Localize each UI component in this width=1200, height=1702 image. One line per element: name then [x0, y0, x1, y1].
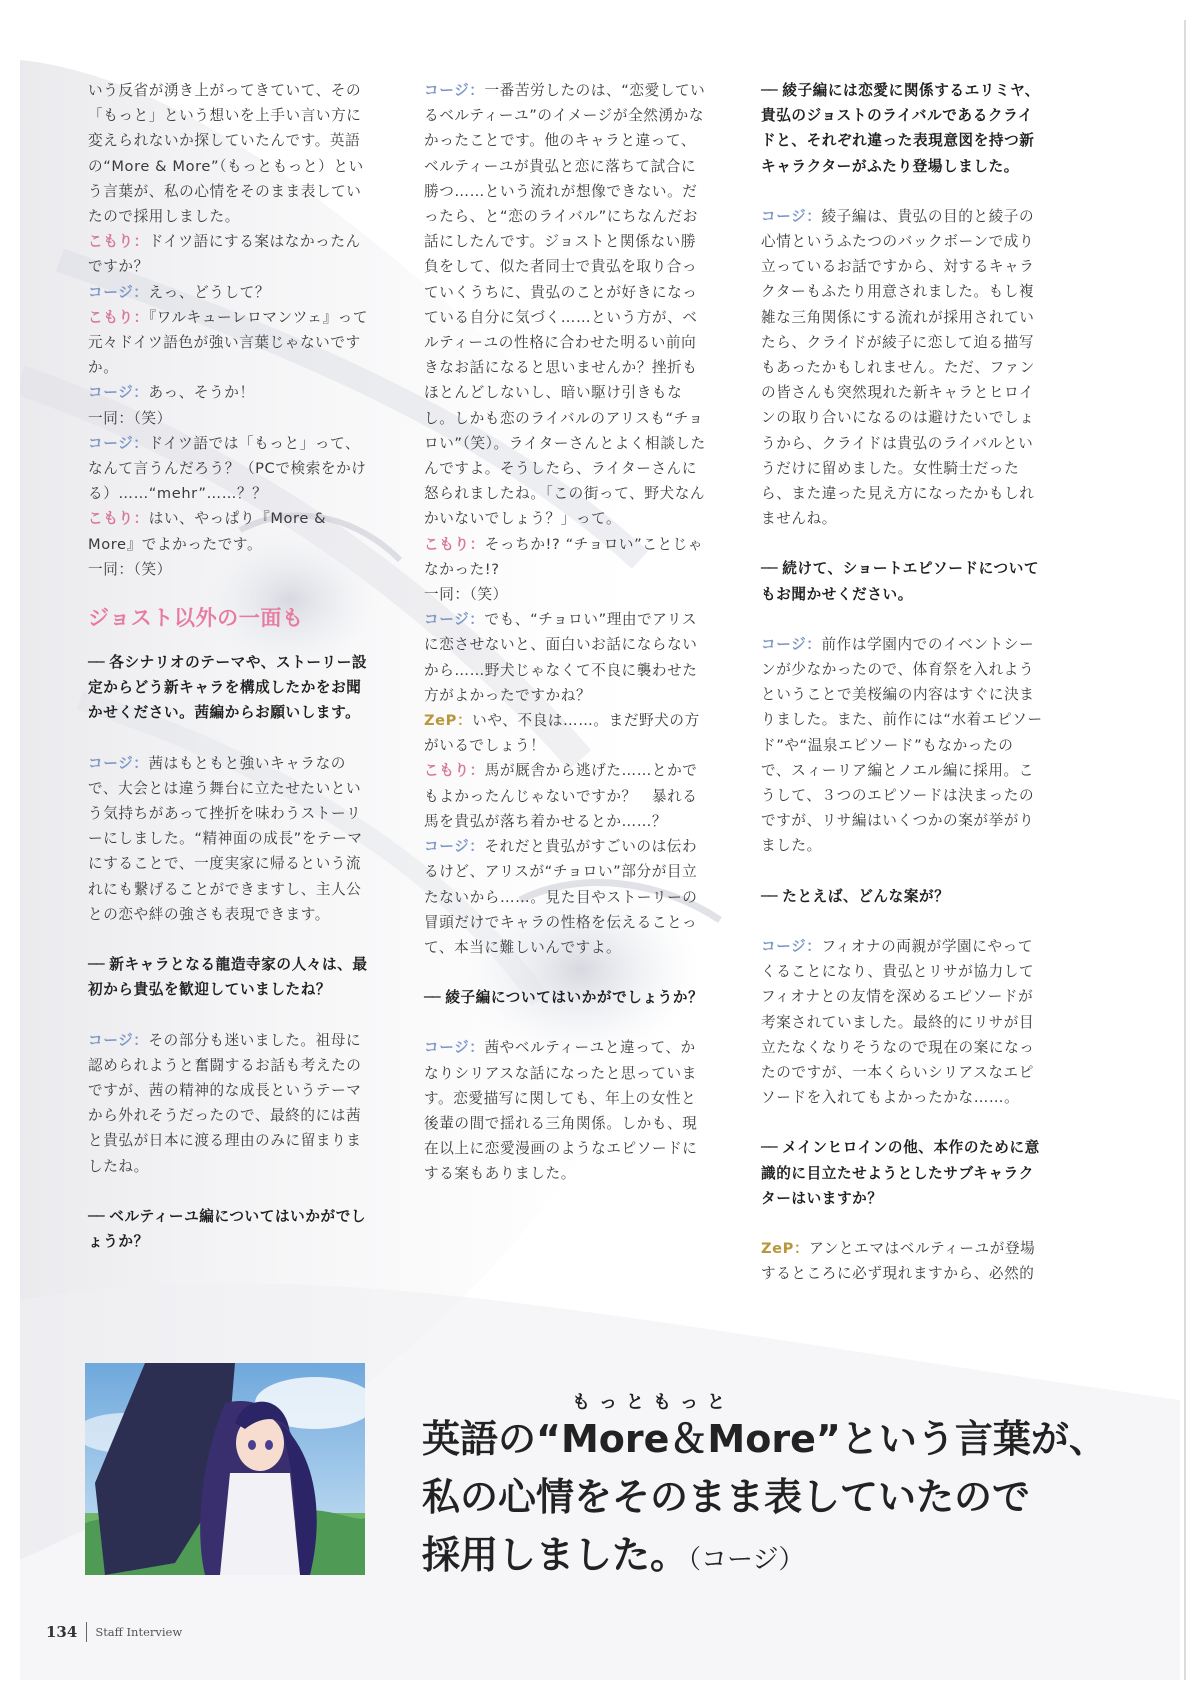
- answer: [761, 632, 1043, 859]
- dialogue-line: [88, 305, 370, 381]
- question: [761, 556, 1043, 606]
- dialogue-line: [424, 532, 706, 582]
- speaker-label: こもり：: [424, 762, 485, 780]
- dialogue-text: あっ、そうか！: [148, 384, 255, 402]
- answer-text: フィオナの両親が学園にやってくることになり、貴弘とリサが協力してフィオナとの友情を深めるエピソードが考案されていました。最終的にリサが目立たなくなりそうなので現在の案になったのですが、一本くらいシリアスなエピソードを入れてもよかったかな……。: [761, 937, 1035, 1107]
- illustration-thumbnail: [85, 1363, 365, 1575]
- speaker-label: こもり：: [88, 233, 149, 251]
- speaker-label: コージ：: [761, 937, 822, 955]
- speaker-label: 一同：: [88, 409, 134, 427]
- question: [761, 1135, 1043, 1211]
- pull-quote-text: 英語の: [422, 1417, 537, 1461]
- dialogue-text: 一番苦労したのは、“恋愛しているベルティーユ”のイメージが全然湧かなかったことです。他のキャラと違って、ベルティーユが貴弘と恋に落ちて試合に勝つ……という流れが想像できない。だったら、と“恋のライバル”にちなんだお話にしたんです。ジョストと関係ない勝負をして、似た者同士で貴弘を取り合っていくうちに、貴弘のことが好きになっている自分に気づく……という方が、ベルティーユの性格に合わせた明るい前向きなお話になると思いませんか？挫折もほとんどしないし、暗い駆け引きもなし。しかも恋のライバルのアリスも“チョロい”（笑）。ライターさんとよく相談したんですよ。そうしたら、ライターさんに怒られましたね。「この街って、野犬なんかいないでしょう？」って。: [424, 82, 706, 528]
- speaker-label: コージ：: [88, 1031, 149, 1049]
- pull-quote-line-1: [422, 1410, 1107, 1468]
- page-footer: [46, 1622, 182, 1642]
- pull-quote-text: 採用しました。: [422, 1533, 689, 1577]
- dialogue-text: 馬が厩舎から逃げた……とかでもよかったんじゃないですか？ 暴れる馬を貴弘が落ち着かせるとか……？: [424, 762, 698, 830]
- speaker-label: こもり：: [88, 308, 149, 326]
- intro-paragraph: いう反省が湧き上がってきていて、その「もっと」という想いを上手い言い方に変えられないか探していたんです。英語の“More & More”（もっともっと）という言葉が、私の心情をそのまま表していたので採用しました。: [88, 82, 364, 226]
- answer: [761, 1236, 1043, 1286]
- column-2: [424, 78, 706, 1187]
- answer: [88, 1028, 370, 1179]
- dialogue-line: [88, 380, 370, 405]
- dialogue-text: はい、やっぱり『More & More』でよかったです。: [88, 510, 327, 553]
- question-text: 新キャラとなる龍造寺家の人々は、最初から貴弘を歓迎していましたね？: [88, 956, 368, 999]
- pull-quote-attribution: （コージ）: [688, 1545, 805, 1575]
- answer: [761, 934, 1043, 1110]
- question: [88, 1204, 370, 1254]
- speaker-label: コージ：: [424, 82, 485, 99]
- dialogue-line: [88, 406, 370, 431]
- question: [88, 952, 370, 1002]
- speaker-label: こもり：: [88, 510, 149, 528]
- dialogue-line: [88, 506, 370, 556]
- speaker-label: コージ：: [761, 207, 822, 225]
- dialogue-text: いや、不良は……。まだ野犬の方がいるでしょう！: [424, 712, 700, 755]
- question-text: 綾子編には恋愛に関係するエリミヤ、貴弘のジョストのライバルであるクライドと、それぞれ違った表現意図を持つ新キャラクターがふたり登場しました。: [761, 82, 1040, 175]
- question-text: ベルティーユ編についてはいかがでしょうか？: [88, 1207, 367, 1250]
- question: [761, 78, 1043, 179]
- dialogue-line: [424, 834, 706, 960]
- dialogue-line: [424, 758, 706, 834]
- speaker-label: ZeP：: [761, 1239, 810, 1257]
- dialogue-line: [88, 229, 370, 279]
- answer-text: その部分も迷いました。祖母に認められようと奮闘するお話も考えたのですが、茜の精神的な成長というテーマから外れそうだったので、最終的には茜と貴弘が日本に渡る理由のみに留まりましたね。: [88, 1031, 362, 1175]
- dialogue-line: [88, 557, 370, 582]
- footer-divider: [86, 1622, 87, 1642]
- illustration-art: [85, 1363, 365, 1575]
- question-dash: ──: [88, 956, 104, 974]
- dialogue-text: ドイツ語にする案はなかったんですか？: [88, 233, 361, 276]
- speaker-label: コージ：: [88, 434, 149, 452]
- speaker-label: 一同：: [88, 560, 134, 578]
- answer-text: アンとエマはベルティーユが登場するところに必ず現れますから、必然的: [761, 1239, 1036, 1283]
- dialogue-text: （笑）: [133, 560, 172, 578]
- dialogue-line: [424, 708, 706, 758]
- answer: [424, 1035, 706, 1186]
- dialogue-line: [424, 78, 706, 532]
- dialogue-line: [88, 280, 370, 305]
- footer-label: Staff Interview: [95, 1625, 183, 1639]
- dialogue-text: でも、“チョロい”理由でアリスに恋させないと、面白いお話にならないから……野犬じゃなくて不良に襲わせた方がよかったですかね？: [424, 611, 698, 704]
- column-1: [88, 78, 370, 1254]
- pull-quote-ruby: もっともっと: [572, 1392, 734, 1413]
- question-dash: ──: [761, 887, 777, 905]
- dialogue-text: 『ワルキューレロマンツェ』って元々ドイツ語色が強い言葉じゃないですか。: [88, 308, 369, 377]
- page-number: 134: [46, 1623, 78, 1641]
- question-text: 続けて、ショートエピソードについてもお聞かせください。: [761, 560, 1040, 603]
- pull-quote-text: という言葉が、: [840, 1417, 1107, 1461]
- speaker-label: コージ：: [88, 384, 149, 402]
- pull-quote-line-3: [422, 1526, 1107, 1589]
- answer: [88, 751, 370, 927]
- answer-text: 前作は学園内でのイベントシーンが少なかったので、体育祭を入れようということで美桜編の内容はすぐに決まりました。また、前作には“水着エピソード”や“温泉エピソード”もなかったので、スィーリア編とノエル編に採用。こうして、３つのエピソードは決まったのですが、リサ編はいくつかの案が挙がりました。: [761, 635, 1043, 855]
- speaker-label: コージ：: [424, 838, 485, 856]
- answer: [761, 204, 1043, 532]
- page-edge: [1184, 20, 1186, 1680]
- dialogue-text: そっちか!? “チョロい”ことじゃなかった!?: [424, 535, 704, 578]
- question: [88, 650, 370, 726]
- question-text: 各シナリオのテーマや、ストーリー設定からどう新キャラを構成したかをお聞かせください。茜編からお願いします。: [88, 654, 368, 722]
- speaker-label: こもり：: [424, 535, 485, 553]
- question: [424, 985, 706, 1010]
- speaker-label: コージ：: [88, 283, 149, 301]
- section-title: ジョスト以外の一面も: [88, 606, 304, 631]
- dialogue-line: [424, 582, 706, 607]
- speaker-label: コージ：: [424, 1039, 485, 1057]
- dialogue-text: ドイツ語では「もっと」って、なんて言うんだろう？（PCで検索をかける）……“mehr”……？？: [88, 434, 367, 503]
- pull-quote-line-2: 私の心情をそのまま表していたので: [422, 1475, 1031, 1519]
- dialogue-text: それだと貴弘がすごいのは伝わるけど、アリスが“チョロい”部分が目立たないから……。見た目やストーリーの冒頭だけでキャラの性格を伝えることって、本当に難しいんですよ。: [424, 838, 698, 956]
- question-text: メインヒロインの他、本作のために意識的に目立たせようとしたサブキャラクターはいますか？: [761, 1139, 1040, 1207]
- question-text: 綾子編についてはいかがでしょうか？: [445, 989, 704, 1007]
- dialogue-text: えっ、どうして？: [148, 283, 271, 301]
- question-dash: ──: [88, 654, 104, 672]
- speaker-label: コージ：: [761, 635, 822, 653]
- speaker-label: 一同：: [424, 586, 470, 604]
- speaker-label: ZeP：: [424, 712, 473, 730]
- column-3: [761, 78, 1043, 1286]
- pull-quote-text: “More＆More”: [536, 1417, 841, 1461]
- question: [761, 884, 1043, 909]
- question-dash: ──: [761, 560, 777, 578]
- answer-text: 茜やベルティーユと違って、かなりシリアスな話になったと思っています。恋愛描写に関しても、年上の女性と後輩の間で揺れる三角関係。しかも、現在以上に恋愛漫画のようなエピソードにする案もありました。: [424, 1039, 698, 1183]
- question-dash: ──: [761, 1139, 777, 1157]
- question-dash: ──: [761, 82, 777, 99]
- answer-text: 茜はもともと強いキャラなので、大会とは違う舞台に立たせたいという気持ちがあって挫折を味わうストーリーにしました。“精神面の成長”をテーマにすることで、一度実家に帰るという流れにも繋げることができますし、主人公との恋や絆の強さも表現できます。: [88, 754, 363, 923]
- question-dash: ──: [424, 989, 440, 1007]
- pull-quote: [422, 1392, 1107, 1589]
- speaker-label: コージ：: [88, 754, 149, 772]
- dialogue-line: [424, 607, 706, 708]
- dialogue-text: （笑）: [133, 409, 172, 427]
- speaker-label: コージ：: [424, 611, 485, 629]
- answer-text: 綾子編は、貴弘の目的と綾子の心情というふたつのバックボーンで成り立っているお話ですから、対するキャラクターもふたり用意されました。もし複雑な三角関係にする流れが採用されていたら、クライドが綾子に恋して迫る描写もあったかもしれません。ただ、ファンの皆さんも突然現れた新キャラとヒロインの取り合いになるのは避けたいでしょうから、クライドは貴弘のライバルというだけに留めました。女性騎士だったら、また違った見え方になったかもしれませんね。: [761, 207, 1035, 528]
- dialogue-line: [88, 431, 370, 507]
- question-dash: ──: [88, 1207, 104, 1225]
- dialogue-text: （笑）: [469, 586, 508, 604]
- question-text: たとえば、どんな案が？: [782, 887, 950, 905]
